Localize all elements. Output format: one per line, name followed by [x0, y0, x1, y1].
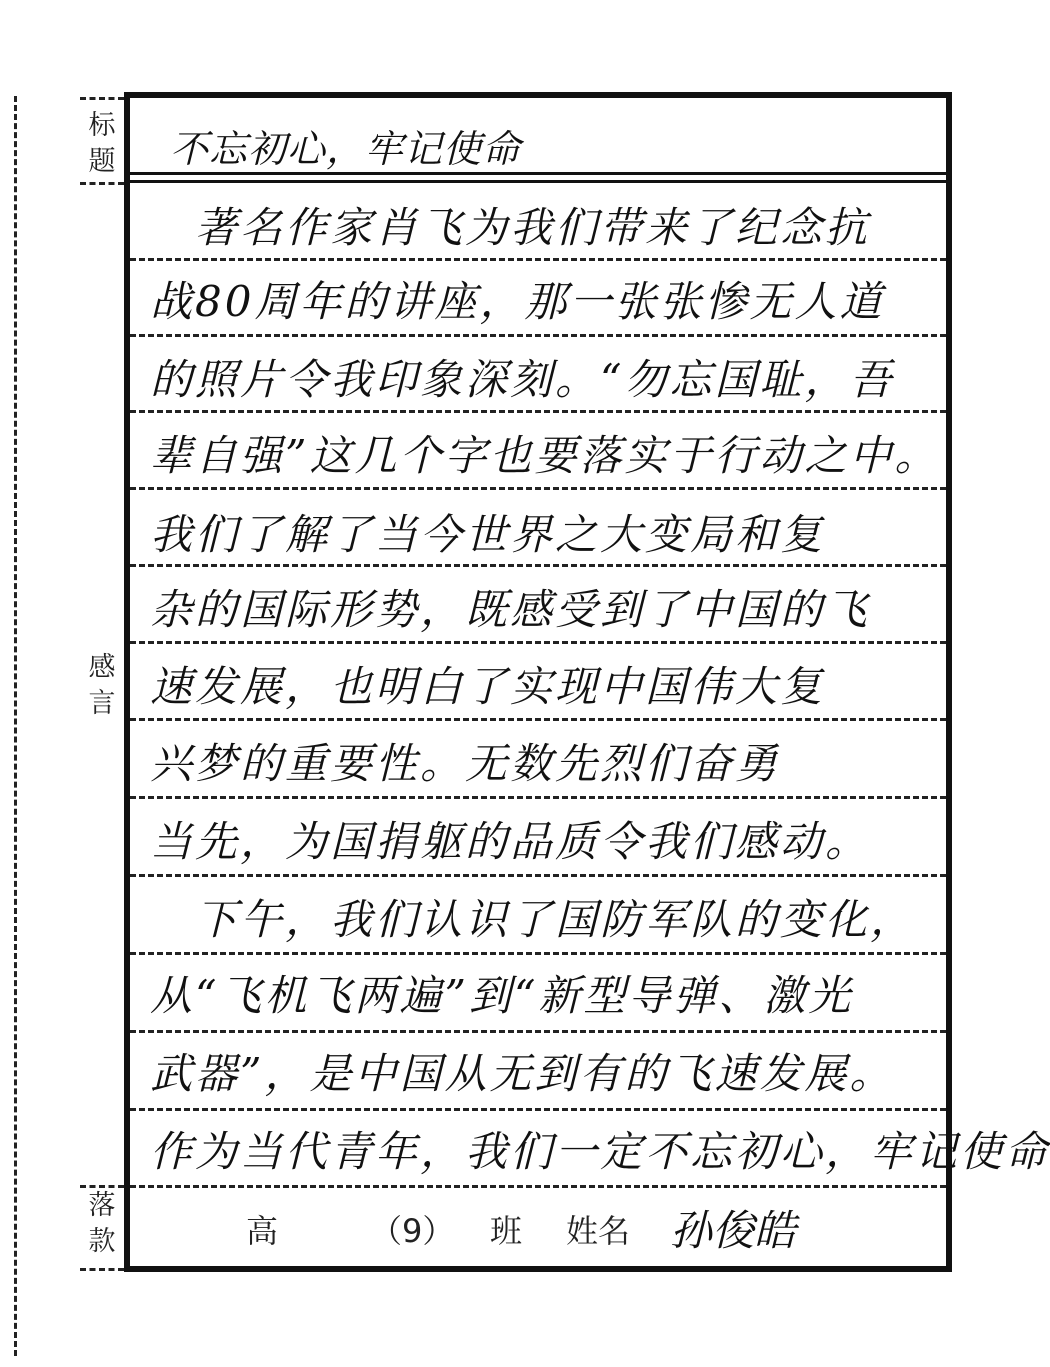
class-number: （9）	[370, 1212, 455, 1250]
ruled-line	[130, 874, 946, 877]
signature-label-char: 款	[88, 1226, 116, 1257]
grade-label: 高	[246, 1212, 279, 1250]
body-line: 兴梦的重要性。无数先烈们奋勇	[150, 739, 781, 788]
ruled-line	[130, 718, 946, 721]
name-label: 姓名	[566, 1212, 631, 1250]
title-separator	[130, 180, 946, 183]
body-label-char: 言	[88, 688, 116, 719]
body-line: 著名作家肖飞为我们带来了纪念抗	[150, 203, 871, 252]
label-column-divider	[80, 1268, 124, 1271]
body-label-char: 感	[88, 652, 116, 683]
ruled-line	[130, 334, 946, 337]
title-label	[80, 108, 124, 180]
body-line: 速发展，也明白了实现中国伟大复	[150, 662, 826, 711]
ruled-line	[130, 952, 946, 955]
body-line: 战80周年的讲座，那一张张惨无人道	[150, 277, 885, 326]
body-line: 的照片令我印象深刻。“勿忘国耻，吾	[150, 355, 895, 404]
body-line: 我们了解了当今世界之大变局和复	[150, 510, 826, 559]
body-label	[80, 650, 124, 722]
signature-row	[130, 1192, 946, 1262]
title-row	[130, 100, 946, 178]
ruled-line	[130, 1108, 946, 1111]
label-column-divider	[80, 97, 124, 100]
title-label-char: 标	[88, 110, 116, 141]
ruled-line	[130, 410, 946, 413]
ruled-line	[130, 258, 946, 261]
student-name: 孙俊皓	[670, 1206, 797, 1255]
essay-title: 不忘初心，牢记使命	[170, 127, 522, 171]
title-label-char: 题	[88, 146, 116, 177]
body-line: 从“飞机飞两遍”到“新型导弹、激光	[150, 971, 854, 1020]
body-line: 作为当代青年，我们一定不忘初心，牢记使命	[150, 1127, 1050, 1176]
ruled-line	[130, 1185, 946, 1188]
body-line: 下午，我们认识了国防军队的变化，	[150, 895, 916, 944]
body-line: 当先，为国捐躯的品质令我们感动。	[150, 817, 871, 866]
ruled-line	[130, 487, 946, 490]
class-label: 班	[490, 1212, 523, 1250]
signature-label-char: 落	[88, 1190, 116, 1221]
title-separator	[130, 172, 946, 175]
label-column-divider	[80, 182, 124, 185]
ruled-line	[130, 796, 946, 799]
ruled-line	[130, 1030, 946, 1033]
ruled-line	[130, 564, 946, 567]
binding-margin-line	[14, 96, 17, 1356]
body-line: 武器”，是中国从无到有的飞速发展。	[150, 1049, 895, 1098]
signature-label	[80, 1188, 124, 1260]
body-line: 杂的国际形势，既感受到了中国的飞	[150, 585, 871, 634]
body-line: 辈自强”这几个字也要落实于行动之中。	[150, 431, 940, 480]
ruled-line	[130, 641, 946, 644]
